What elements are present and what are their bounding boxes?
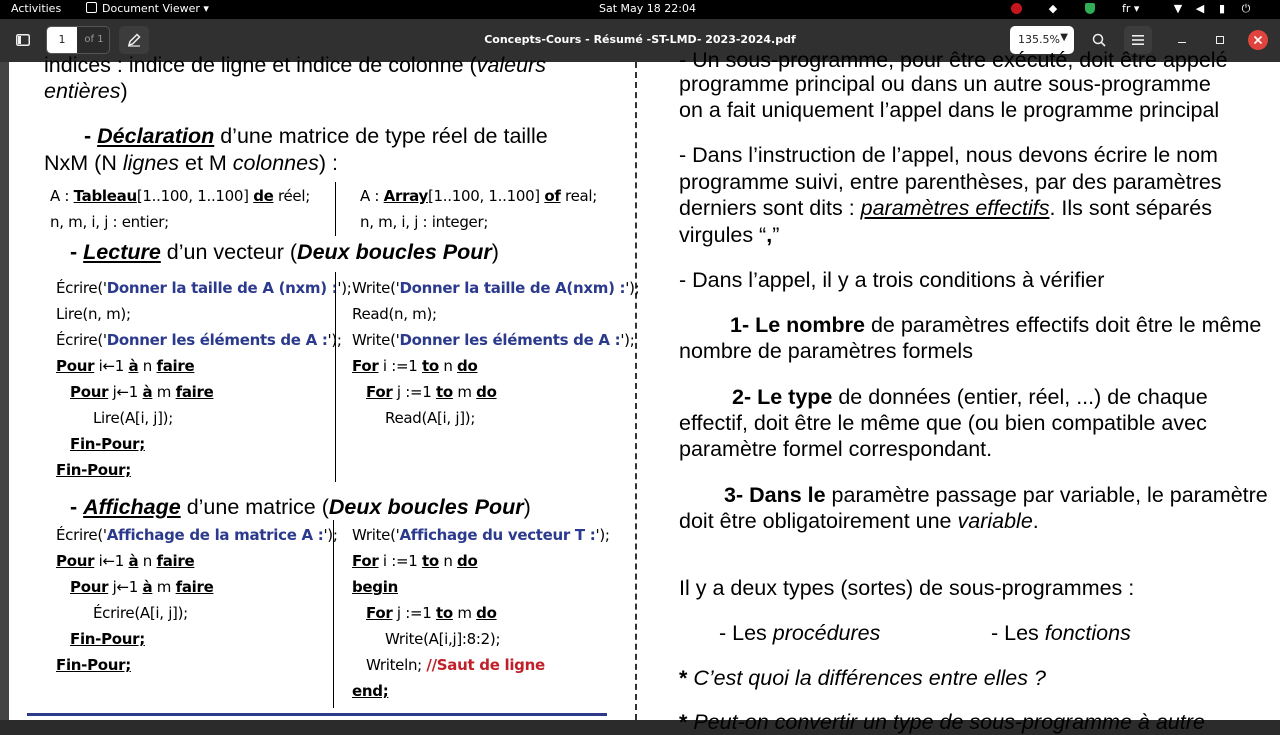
code-line: Fin-Pour; (56, 461, 131, 479)
page-gutter (0, 62, 9, 720)
pencil-icon (127, 33, 141, 47)
code-line: Lire(n, m); (56, 305, 131, 323)
code-line: Fin-Pour; (70, 630, 145, 648)
code-line: Écrire('Donner les éléments de A :'); (56, 331, 342, 349)
heading-declaration: - Déclaration d’une matrice de type réel de taille (84, 124, 548, 148)
text-line: paramètre formel correspondant. (679, 437, 993, 461)
code-line: Writeln; //Saut de ligne (366, 656, 545, 674)
keyboard-layout-indicator[interactable] (1122, 2, 1139, 15)
document-view[interactable] (0, 48, 1280, 734)
column-rule (335, 272, 336, 482)
text-line: effectif, doit être le même que (ou bien compatible avec (679, 411, 1207, 435)
code-line: Fin-Pour; (56, 656, 131, 674)
microphone-icon[interactable]: ▮ (1218, 2, 1226, 15)
code-line: A : Tableau[1..100, 1..100] de réel; (50, 187, 310, 205)
chevron-down-icon: ▼ (1060, 32, 1068, 43)
chevron-down-icon: ▾ (1133, 2, 1140, 15)
text-line: 1- Le nombre de paramètres effectifs doit être le même (730, 313, 1262, 337)
text-line: doit être obligatoirement une variable. (679, 509, 1039, 533)
document-viewer-icon (86, 2, 97, 13)
text-line: entières) (44, 79, 128, 103)
page-total-label: of 1 (84, 34, 104, 45)
text-line: Il y a deux types (sortes) de sous-programmes : (679, 576, 1135, 600)
wifi-icon[interactable]: ▼ (1173, 2, 1183, 15)
code-line: Write('Donner la taille de A(nxm) :'); (352, 279, 640, 297)
code-line: n, m, i, j : entier; (50, 213, 169, 231)
window-title: Concepts-Cours - Résumé -ST-LMD- 2023-2024.pdf (484, 33, 796, 46)
sidebar-icon (16, 34, 30, 46)
app-menu[interactable] (86, 2, 209, 15)
text-line: virgules “,” (679, 223, 780, 247)
system-top-bar (0, 0, 1280, 19)
text-line: 3- Dans le paramètre passage par variable, le paramètre (724, 483, 1268, 507)
close-button[interactable] (1248, 30, 1268, 50)
text-line: programme suivi, entre parenthèses, par des paramètres (679, 170, 1222, 194)
code-line: Pour i←1 à n faire (56, 552, 195, 570)
code-line: Pour j←1 à m faire (70, 383, 214, 401)
text-line: on a fait uniquement l’appel dans le programme principal (679, 98, 1220, 122)
code-line: Écrire('Donner la taille de A (nxm) :'); (56, 279, 352, 297)
zoom-level: 135.5% (1018, 33, 1060, 46)
close-icon (1254, 36, 1262, 44)
text-line: 2- Le type de données (entier, réel, ...) de chaque (732, 385, 1208, 409)
code-line: For i :=1 to n do (352, 552, 478, 570)
code-line: Pour j←1 à m faire (70, 578, 214, 596)
code-line: Lire(A[i, j]); (93, 409, 173, 427)
maximize-icon (1216, 36, 1224, 44)
record-icon[interactable] (1010, 3, 1022, 15)
search-icon (1092, 33, 1106, 47)
text-line: programme principal ou dans un autre sous-programme (679, 72, 1211, 96)
page-number-input[interactable]: 1 (47, 27, 77, 53)
language-label: fr (1122, 2, 1131, 15)
bottom-rule (27, 713, 607, 716)
code-line: For j :=1 to m do (366, 383, 497, 401)
code-line: For j :=1 to m do (366, 604, 497, 622)
page-divider (635, 62, 637, 720)
text-line: - Les fonctions (991, 621, 1131, 645)
heading-affichage: - Affichage d’une matrice (Deux boucles Pour) (70, 495, 531, 519)
activities-button[interactable]: Activities (11, 2, 62, 15)
column-rule (335, 182, 336, 236)
code-line: Read(n, m); (352, 305, 437, 323)
heading-lecture: - Lecture d’un vecteur (Deux boucles Pour) (70, 240, 499, 264)
code-line: end; (352, 682, 389, 700)
power-icon[interactable]: ⏻ (1241, 2, 1251, 15)
code-line: Write(A[i,j]:8:2); (385, 630, 501, 648)
code-line: Écrire('Affichage de la matrice A :'); (56, 526, 338, 544)
text-line: * Peut-on convertir un type de sous-programme à autre (679, 710, 1205, 734)
chevron-down-icon: ▾ (203, 2, 209, 15)
text-line: nombre de paramètres formels (679, 339, 973, 363)
minimize-icon (1178, 42, 1186, 43)
text-line: - Les procédures (719, 621, 881, 645)
annotate-button[interactable] (119, 26, 149, 54)
text-line: - Un sous-programme, pour être exécuté, doit être appelé (679, 48, 1228, 72)
app-menu-label: Document Viewer (102, 2, 200, 15)
text-line: * C’est quoi la différences entre elles ? (679, 666, 1046, 690)
sidebar-toggle-button[interactable] (8, 26, 38, 54)
code-line: begin (352, 578, 398, 596)
code-line: Fin-Pour; (70, 435, 145, 453)
code-line: Read(A[i, j]); (385, 409, 476, 427)
code-line: A : Array[1..100, 1..100] of real; (360, 187, 598, 205)
text-line: derniers sont dits : paramètres effectifs. Ils sont séparés (679, 196, 1212, 220)
text-line: - Dans l’appel, il y a trois conditions à vérifier (679, 268, 1105, 292)
code-line: For i :=1 to n do (352, 357, 478, 375)
column-rule (333, 520, 334, 708)
page-selector[interactable] (46, 26, 110, 54)
text-line: indices : indice de ligne et indice de colonne (valeurs (44, 53, 546, 77)
text-line: - Dans l’instruction de l’appel, nous devons écrire le nom (679, 143, 1218, 167)
hamburger-menu-icon (1132, 35, 1144, 45)
code-line: n, m, i, j : integer; (360, 213, 489, 231)
volume-icon[interactable]: ◀ (1195, 2, 1205, 15)
code-line: Write('Affichage du vecteur T :'); (352, 526, 610, 544)
clock[interactable]: Sat May 18 22:04 (599, 2, 696, 15)
code-line: Écrire(A[i, j]); (93, 604, 188, 622)
code-line: Pour i←1 à n faire (56, 357, 195, 375)
code-line: Write('Donner les éléments de A :'); (352, 331, 635, 349)
dropbox-icon[interactable]: ◆ (1048, 2, 1058, 15)
shield-icon[interactable] (1084, 3, 1096, 15)
text-line: NxM (N lignes et M colonnes) : (44, 151, 338, 175)
